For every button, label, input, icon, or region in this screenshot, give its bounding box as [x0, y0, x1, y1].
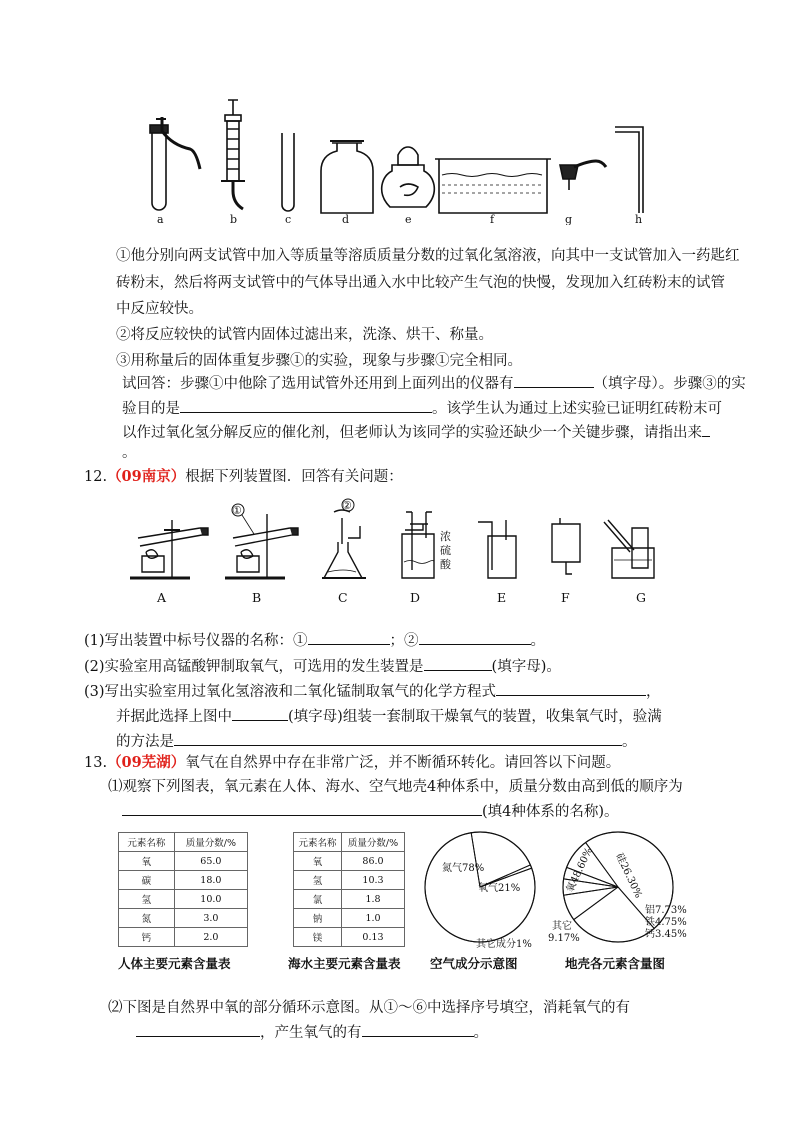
apparatus-figure-A-G [120, 490, 680, 610]
air-label-oxygen: 氧气21% [478, 883, 521, 894]
table1-cell: 3.0 [174, 909, 247, 928]
apparatus-A-heating-setup [130, 520, 208, 578]
q13-header [84, 753, 620, 773]
q11-question-text-e: 以作过氧化氢分解反应的催化剂，但老师认为该同学的实验还缺少一个关键步骤，请指出来 [122, 425, 702, 441]
q11-step1-line1: ①他分别向两支试管中加入等质量等溶质质量分数的过氧化氢溶液，向其中一支试管加入一药匙红 [116, 248, 740, 264]
q11-answer-blank-3[interactable] [702, 422, 710, 437]
table-row [119, 890, 248, 909]
label-g: g [565, 213, 573, 225]
apparatus-E-collection-bottle [478, 520, 516, 578]
apparatus-figure-a-h [130, 95, 670, 225]
q12-part3-text-e: 的方法是 [116, 734, 174, 750]
table-row [119, 852, 248, 871]
table2-cell: 1.0 [341, 909, 404, 928]
apparatus-b-syringe [221, 100, 245, 209]
label-d: d [342, 213, 350, 225]
q12-stem: 根据下列装置图．回答有关问题： [185, 469, 403, 485]
table1-cell: 氧 [119, 852, 175, 871]
table1-cell: 氢 [119, 890, 175, 909]
air-pie-caption: 空气成分示意图 [430, 956, 518, 971]
acid-label-1: 浓 [440, 530, 451, 543]
q12-blank-3[interactable] [424, 656, 492, 671]
table2-cell: 镁 [294, 928, 342, 947]
table2-cell: 10.3 [341, 871, 404, 890]
q11-step1-line3: 中反应较快。 [116, 301, 203, 317]
q11-step1-line2: 砖粉末，然后将两支试管中的气体导出通入水中比较产生气泡的快慢，发现加入红砖粉末的试管 [116, 275, 725, 291]
label-B: B [252, 590, 262, 605]
q13-part2-line1: ⑵下图是自然界中氧的部分循环示意图。从①～⑥中选择序号填空，消耗氧气的有 [108, 1000, 630, 1016]
label-b: b [230, 213, 238, 225]
label-e: e [405, 213, 412, 225]
table-row [119, 909, 248, 928]
table-row [119, 928, 248, 947]
q12-part3 [84, 681, 661, 702]
table1-cell: 钙 [119, 928, 175, 947]
table1-cell: 65.0 [174, 852, 247, 871]
q12-part3-text-c: 并据此选择上图中 [116, 709, 232, 725]
table1-cell: 氮 [119, 909, 175, 928]
label-D: D [410, 590, 421, 605]
q13-part2-line2 [136, 1022, 488, 1043]
pie-slice-氧气 [471, 832, 530, 887]
q13-part1-text-b: (填4种体系的名称)。 [482, 804, 619, 820]
label-A: A [157, 590, 167, 605]
q11-question-line1 [122, 373, 746, 394]
air-label-nitrogen: 氮气78% [442, 863, 485, 874]
q11-question-line2 [122, 398, 722, 419]
q12-part3-text-d: (填字母)组装一套制取干燥氧气的装置，收集氧气时，验满 [288, 709, 662, 725]
q11-step3: ③用称量后的固体重复步骤①的实验，现象与步骤①完全相同。 [116, 353, 522, 369]
table2-cell: 1.8 [341, 890, 404, 909]
acid-label-2: 硫 [440, 544, 451, 557]
apparatus-c-test-tube [282, 133, 294, 211]
table1-cell: 2.0 [174, 928, 247, 947]
q12-blank-6[interactable] [174, 731, 622, 746]
crust-label-oxygen: 氧48.60% [564, 845, 596, 895]
apparatus-F-inverted-bottle [552, 518, 580, 574]
table2-cell: 86.0 [341, 852, 404, 871]
q11-question-line4: 。 [122, 445, 137, 461]
q12-part2-text-b: (填字母)。 [491, 659, 561, 675]
table-row [294, 909, 405, 928]
q12-header [84, 467, 403, 487]
q12-part1-text-b: ；② [389, 633, 419, 649]
table2-caption: 海水主要元素含量表 [288, 956, 401, 971]
label-F: F [561, 590, 570, 605]
q12-part3-line3 [116, 731, 637, 752]
q12-number: 12. [84, 469, 108, 485]
apparatus-e-alcohol-lamp [382, 147, 435, 207]
table2-cell: 0.13 [341, 928, 404, 947]
q13-source: （09芜湖） [107, 754, 186, 771]
table1-caption: 人体主要元素含量表 [118, 956, 231, 971]
q12-part3-text-f: 。 [622, 734, 637, 750]
apparatus-h-bent-glass-tube [615, 127, 643, 213]
table1-header-fraction: 质量分数/% [174, 833, 247, 852]
pie-charts [420, 825, 780, 955]
q13-blank-1[interactable] [122, 801, 482, 816]
q13-part2-text-b: ，产生氧气的有 [260, 1025, 362, 1041]
q11-question-line3 [122, 422, 710, 443]
table1-header-element: 元素名称 [119, 833, 175, 852]
table2-cell: 氢 [294, 871, 342, 890]
q11-answer-blank-1[interactable] [514, 373, 594, 388]
q11-step2: ②将反应较快的试管内固体过滤出来，洗涤、烘干、称量。 [116, 327, 493, 343]
q11-question-text-c: 验目的是 [122, 401, 180, 417]
table2-cell: 钠 [294, 909, 342, 928]
q12-part3-line2 [116, 706, 662, 727]
table1-cell: 10.0 [174, 890, 247, 909]
table2-cell: 氯 [294, 890, 342, 909]
q11-answer-blank-2[interactable] [180, 398, 432, 413]
label-c: c [285, 213, 292, 225]
apparatus-G-water-collection [604, 520, 654, 578]
q13-number: 13. [84, 755, 108, 771]
crust-label-iron: 铁4.75% [645, 917, 687, 928]
air-label-other: 其它成分1% [476, 939, 532, 950]
table-row [119, 871, 248, 890]
q11-question-text-d: 。该学生认为通过上述实验已证明红砖粉末可 [432, 401, 722, 417]
table-row [294, 890, 405, 909]
q12-blank-4[interactable] [496, 681, 646, 696]
label-h: h [635, 213, 643, 225]
table1-cell: 碳 [119, 871, 175, 890]
q12-part2-text-a: (2)实验室用高锰酸钾制取氧气，可选用的发生装置是 [84, 659, 424, 675]
marker-2: ② [342, 499, 352, 512]
q12-part1 [84, 630, 545, 651]
label-C: C [338, 590, 348, 605]
q12-part3-text-b: ， [646, 684, 661, 700]
table-row [294, 928, 405, 947]
crust-label-silicon: 硅26.30% [613, 851, 644, 900]
apparatus-f-water-trough [435, 159, 551, 213]
q13-part1-line1: ⑴观察下列图表，氧元素在人体、海水、空气地壳4种体系中，质量分数由高到低的顺序为 [108, 779, 683, 795]
q12-part2 [84, 656, 561, 677]
human-body-element-table [118, 832, 248, 947]
table-row [294, 852, 405, 871]
apparatus-a-test-tube-with-delivery [150, 117, 200, 210]
table1-cell: 18.0 [174, 871, 247, 890]
crust-label-other-value: 9.17% [548, 933, 580, 944]
table2-header-element: 元素名称 [294, 833, 342, 852]
apparatus-g-stopper-tube [560, 161, 606, 190]
label-E: E [497, 590, 507, 605]
label-G: G [636, 590, 646, 605]
q12-part1-text-c: 。 [530, 633, 546, 649]
q12-source: （09南京） [107, 468, 186, 485]
marker-1: ① [232, 504, 242, 517]
q13-part1-line2 [122, 801, 619, 822]
apparatus-d-gas-jar [321, 141, 373, 213]
crust-label-other: 其它 [552, 921, 572, 932]
q12-part3-text-a: (3)写出实验室用过氧化氢溶液和二氧化锰制取氧气的化学方程式 [84, 684, 497, 700]
q13-blank-3[interactable] [362, 1022, 474, 1037]
crust-label-aluminum: 铝7.73% [645, 905, 687, 916]
apparatus-D-washing-bottle [402, 512, 434, 578]
q12-part1-text-a: (1)写出装置中标号仪器的名称：① [84, 633, 308, 649]
label-a: a [157, 213, 164, 225]
table-row [294, 871, 405, 890]
table2-header-fraction: 质量分数/% [341, 833, 404, 852]
q13-blank-2[interactable] [136, 1022, 260, 1037]
acid-label-3: 酸 [440, 558, 451, 571]
q11-question-text-a: 试回答：步骤①中他除了选用试管外还用到上面列出的仪器有 [122, 376, 514, 392]
label-f: f [490, 213, 495, 225]
seawater-element-table [293, 832, 405, 947]
q12-blank-2[interactable] [419, 630, 531, 645]
q12-blank-1[interactable] [308, 630, 390, 645]
q13-part2-text-c: 。 [473, 1025, 488, 1041]
q13-stem: 氧气在自然界中存在非常广泛，并不断循环转化。请回答以下问题。 [185, 755, 621, 771]
q11-question-text-b: （填字母）。步骤③的实 [593, 376, 746, 392]
crust-pie-caption: 地壳各元素含量图 [565, 956, 666, 971]
crust-label-calcium: 钙3.45% [645, 929, 687, 940]
table2-cell: 氧 [294, 852, 342, 871]
q12-blank-5[interactable] [232, 706, 288, 721]
